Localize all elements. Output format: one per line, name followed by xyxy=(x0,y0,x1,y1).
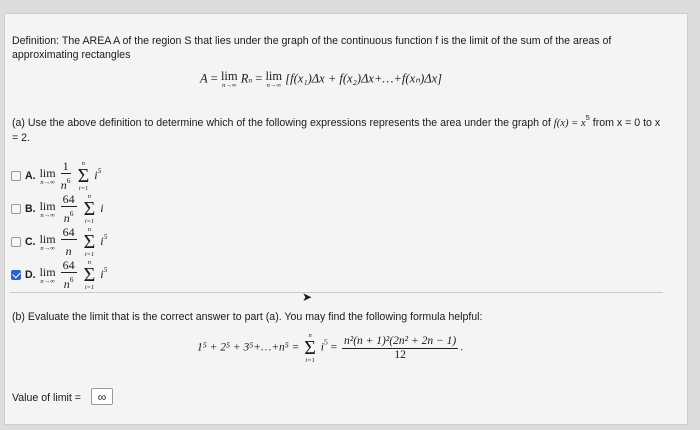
mouse-cursor-icon: ➤ xyxy=(302,290,313,304)
option-b[interactable]: B. lim n→∞ $\frac{64}{n^6}$ n Σ i=1 i xyxy=(11,193,104,225)
limit-answer-input[interactable]: ∞ xyxy=(91,388,113,405)
sum-formula: 1⁵ + 2⁵ + 3⁵+…+n⁵ = n Σ i=1 $i^5$ = $\frac{\text{n²(n + 1)²(2n² + 2n − 1)}}{12}$ . xyxy=(197,332,464,364)
question-panel xyxy=(4,13,688,425)
definition-text: Definition: The AREA A of the region S that lies under the graph of the continuous function f is the limit of the sum of the areas of approximating rectangles xyxy=(12,35,612,61)
checkbox-d-checked[interactable] xyxy=(11,270,21,280)
checkbox-a[interactable] xyxy=(11,171,21,181)
part-a-question: (a) Use the above definition to determine which of the following expressions represents the area under the graph of $f(x) = x^5$ from x = 0 to x = 2. xyxy=(12,113,661,144)
option-a[interactable]: A. lim n→∞ $\frac{1}{n^6}$ n Σ i=1 $i^5$ xyxy=(11,160,101,192)
checkbox-c[interactable] xyxy=(11,237,21,247)
option-d[interactable]: D. lim n→∞ $\frac{64}{n^6}$ n Σ i=1 $i^5$ xyxy=(11,259,107,291)
part-b-question: (b) Evaluate the limit that is the correct answer to part (a). You may find the following formula helpful: xyxy=(12,311,483,323)
section-divider xyxy=(10,292,663,293)
value-label: Value of limit = xyxy=(12,392,81,404)
option-c[interactable]: C. lim n→∞ $\frac{64}{n}$ n Σ i=1 $i^5$ xyxy=(11,226,107,258)
checkbox-b[interactable] xyxy=(11,204,21,214)
area-formula: A = lim n→∞ Rn = lim n→∞ [f(x₁)Δx + f(x₂)Δx+…+f(xₙ)Δx] xyxy=(200,69,443,89)
